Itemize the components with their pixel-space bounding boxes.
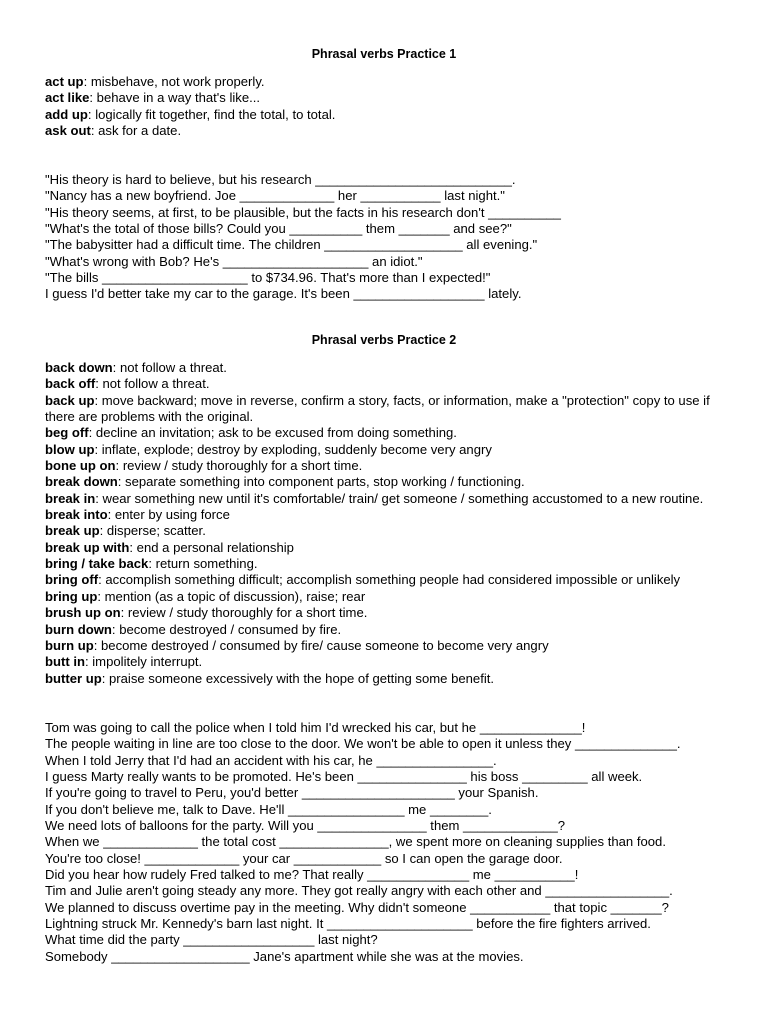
definition-term: break in [45,490,96,506]
definition-item [45,622,735,638]
exercise-sentence: I guess I'd better take my car to the garage. It's been __________________ lately. [45,286,522,302]
exercise-sentence: "Nancy has a new boyfriend. Joe _____________ her ___________ last night." [45,188,505,204]
definition-term: bring off [45,572,99,588]
definition-text: : wear something new until it's comfortable/ train/ get someone / something accustomed to a new routine. [95,490,704,506]
definition-text: : decline an invitation; ask to be excused from doing something. [88,425,457,441]
definition-term: break into [45,507,108,523]
definition-item [45,523,735,539]
exercise-sentence: I guess Marty really wants to be promoted. He's been _______________ his boss _________ all week. [45,769,643,785]
definition-item [45,123,735,139]
definition-text: : become destroyed / consumed by fire. [111,621,342,637]
exercise-sentence: We planned to discuss overtime pay in the meeting. Why didn't someone ___________ that topic _______? [45,899,669,915]
definition-term: break down [45,474,118,490]
definition-term: bone up on [45,458,116,474]
exercise-sentence: If you don't believe me, talk to Dave. He'll ________________ me ________. [45,801,492,817]
exercise-sentence: You're too close! _____________ your car ____________ so I can open the garage door. [45,850,563,866]
exercise-sentence: We need lots of balloons for the party. Will you _______________ them _____________? [45,818,566,834]
definition-term: blow up [45,441,95,457]
definition-item [45,540,735,556]
definition-item [45,507,735,523]
exercise-sentence: Tom was going to call the police when I told him I'd wrecked his car, but he ______________! [45,720,586,735]
definition-term: beg off [45,425,89,441]
definition-term: add up [45,106,88,122]
exercise-sentence: "The babysitter had a difficult time. The children ___________________ all evening." [45,237,538,253]
exercise-sentence: Lightning struck Mr. Kennedy's barn last night. It ____________________ before the fire fighters arrived. [45,916,651,932]
definition-term: break up with [45,539,130,555]
definition-text: : impolitely interrupt. [85,654,203,670]
exercise-sentence: Somebody ___________________ Jane's apartment while she was at the movies. [45,948,524,964]
definition-text: : accomplish something difficult; accomplish something people had considered impossible or unlikely [98,572,681,588]
definition-term: burn down [45,621,112,637]
definition-item [45,556,735,572]
definition-item [45,458,735,474]
definition-text: : return something. [148,556,258,572]
definition-term: ask out [45,123,91,139]
definition-term: burn up [45,637,94,653]
definition-item [45,572,735,588]
definition-text: : review / study thoroughly for a short time. [120,605,368,621]
definition-item [45,376,735,392]
definition-item [45,638,735,654]
practice1-definitions [45,74,735,139]
definition-text: : logically fit together, find the total, to total. [87,106,336,122]
practice2-title: Phrasal verbs Practice 2 [311,333,457,347]
exercise-sentence: If you're going to travel to Peru, you'd better _____________________ your Spanish. [45,785,539,801]
definition-item [45,589,735,605]
definition-text: : not follow a threat. [95,376,210,392]
practice2-sentences [45,720,735,965]
definition-term: brush up on [45,605,121,621]
definition-text: : end a personal relationship [129,539,294,555]
exercise-sentence: Tim and Julie aren't going steady any more. They got really angry with each other and _________________. [45,883,673,899]
definition-text: : ask for a date. [90,123,182,139]
definition-term: act up [45,74,84,89]
definition-term: back off [45,376,96,392]
definition-item [45,107,735,123]
definition-item [45,654,735,670]
definition-text: : not follow a threat. [112,360,227,375]
definition-text: : inflate, explode; destroy by exploding, suddenly become very angry [94,441,492,457]
definition-item [45,491,735,507]
practice2-definitions [45,360,735,687]
definition-term: break up [45,523,100,539]
definition-text: : praise someone excessively with the hope of getting some benefit. [101,670,495,686]
definition-term: act like [45,90,90,106]
exercise-sentence: The people waiting in line are too close to the door. We won't be able to open it unless they ______________. [45,736,681,752]
exercise-sentence: When I told Jerry that I'd had an accident with his car, he ________________. [45,752,497,768]
definition-term: butt in [45,654,85,670]
practice1-title: Phrasal verbs Practice 1 [311,47,457,61]
exercise-sentence: When we _____________ the total cost _______________, we spent more on cleaning supplies than food. [45,834,666,850]
definition-term: butter up [45,670,102,686]
definition-item [45,425,735,441]
exercise-sentence: "The bills ____________________ to $734.96. That's more than I expected!" [45,270,491,286]
exercise-sentence: Did you hear how rudely Fred talked to me? That really ______________ me ___________! [45,867,579,883]
definition-item [45,671,735,687]
definition-text: : become destroyed / consumed by fire/ cause someone to become very angry [93,637,549,653]
definition-item [45,474,735,490]
definition-term: back down [45,360,113,375]
definition-item [45,442,735,458]
definition-item [45,90,735,106]
definition-item [45,360,735,376]
practice1-sentences [45,172,735,303]
definition-text: : separate something into component parts, stop working / functioning. [117,474,525,490]
exercise-sentence: "What's wrong with Bob? He's ____________________ an idiot." [45,253,423,269]
definition-item [45,605,735,621]
definition-text: : review / study thoroughly for a short time. [115,458,363,474]
definition-text: : mention (as a topic of discussion), raise; rear [97,588,366,604]
definition-text: : misbehave, not work properly. [83,74,265,89]
definition-text: : move backward; move in reverse, confirm a story, facts, or information, make a "protection" copy to use if there are problems with the original. [45,392,710,425]
exercise-sentence: "What's the total of those bills? Could you __________ them _______ and see?" [45,221,512,237]
exercise-sentence: "His theory seems, at first, to be plausible, but the facts in his research don't __________ [45,204,561,220]
definition-item [45,74,735,90]
definition-text: : behave in a way that's like... [89,90,261,106]
definition-term: back up [45,392,95,408]
definition-term: bring up [45,588,98,604]
exercise-sentence: "His theory is hard to believe, but his research ___________________________. [45,172,516,187]
definition-text: : disperse; scatter. [99,523,206,539]
exercise-sentence: What time did the party __________________ last night? [45,932,378,948]
definition-term: bring / take back [45,556,149,572]
definition-text: : enter by using force [107,507,230,523]
definition-item [45,393,735,426]
